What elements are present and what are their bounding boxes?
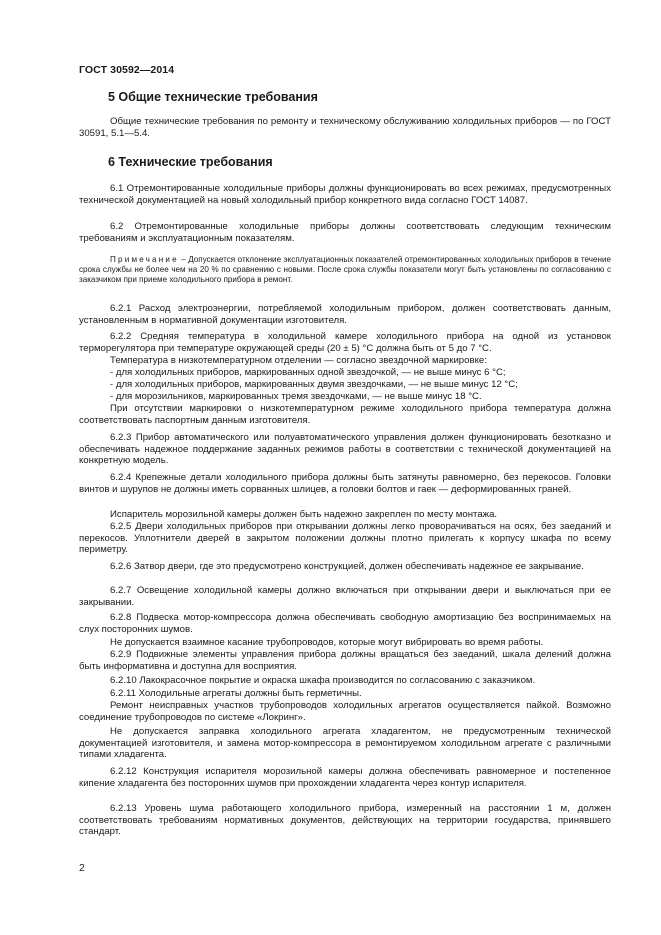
section-5-text: Общие технические требования по ремонту и техническому обслуживанию холодильных приборов — по ГОСТ 30591, 5.1—5.4. [79,116,611,139]
page-number: 2 [79,862,85,874]
para-6-2-1: 6.2.1 Расход электроэнергии, потребляемой холодильным прибором, должен соответствовать данным, установленным в нормативной документации изготовителя. [79,303,611,326]
para-6-2-12: 6.2.12 Конструкция испарителя морозильной камеры должна обеспечивать равномерное и постепенное кипение хладагента без посторонних шумов при прохождении хладагента через контур испарителя. [79,766,611,789]
para-6-2-6: 6.2.6 Затвор двери, где это предусмотрено конструкцией, должен обеспечивать надежное ее закрывание. [110,561,584,572]
para-6-2-13: 6.2.13 Уровень шума работающего холодильного прибора, измеренный на расстоянии 1 м, должен соответствовать требованиям нормативных документов, действующих на территории государства, принявшего стандарт. [79,803,611,838]
para-6-2-5: 6.2.5 Двери холодильных приборов при открывании должны легко проворачиваться на осях, без заеданий и перекосов. Уплотнители дверей в закрытом положении должны плотно прилегать к корпусу шкафа по всему периметру. [79,521,611,556]
standard-header: ГОСТ 30592—2014 [79,64,175,76]
para-6-2-11: 6.2.11 Холодильные агрегаты должны быть герметичны. [110,688,362,699]
para-6-2: 6.2 Отремонтированные холодильные приборы должны соответствовать следующим техническим требованиям и эксплуатационным показателям. [79,221,611,244]
note [79,255,611,286]
note-label: Примечание [110,255,179,264]
list-item: - для холодильных приборов, маркированных двумя звездочками, — не выше минус 12 °С; [110,379,518,390]
para-6-2-7: 6.2.7 Освещение холодильной камеры должно включаться при открывании двери и выключаться при ее закрывании. [79,585,611,608]
para-repair: Ремонт неисправных участков трубопроводов холодильных агрегатов осуществляется пайкой. Возможно соединение трубопроводов по системе «Локринг». [79,700,611,723]
para-evaporator: Испаритель морозильной камеры должен быть надежно закреплен по месту монтажа. [110,509,498,520]
para-6-2-10: 6.2.10 Лакокрасочное покрытие и окраска шкафа производится по согласованию с заказчиком. [110,675,536,686]
para-6-1: 6.1 Отремонтированные холодильные приборы должны функционировать во всех режимах, предусмотренных технической документацией на новый холодильный прибор конкретного вида согласно ГОСТ 14087. [79,183,611,206]
para-freezer-temp: Температура в низкотемпературном отделении — согласно звездочной маркировке: [110,355,487,366]
para-pipes: Не допускается взаимное касание трубопроводов, которые могут вибрировать во время работы. [110,637,544,648]
list-item: - для холодильных приборов, маркированных одной звездочкой, — не выше минус 6 °С; [110,367,506,378]
para-6-2-8: 6.2.8 Подвеска мотор-компрессора должна обеспечивать свободную амортизацию без воспринимаемых на слух посторонних шумов. [79,612,611,635]
list-item: - для морозильников, маркированных тремя звездочками, — не выше минус 18 °С. [110,391,482,402]
section-6-heading: 6 Технические требования [108,155,273,169]
para-refill: Не допускается заправка холодильного агрегата хладагентом, не предусмотренным технической документацией изготовителя, и замена мотор-компрессора в ремонтируемом холодильном агрегате с различными типами хладагента. [79,726,611,761]
para-6-2-2: 6.2.2 Средняя температура в холодильной камере холодильного прибора на одной из установок терморегулятора при температуре окружающей среды (20 ± 5) °С должна быть от 5 до 7 °С. [79,331,611,354]
para-6-2-4: 6.2.4 Крепежные детали холодильного прибора должны быть затянуты равномерно, без перекосов. Головки винтов и шурупов не должны иметь сорванных шлицев, а головки болтов и гаек — деформированных граней. [79,472,611,495]
para-6-2-3: 6.2.3 Прибор автоматического или полуавтоматического управления должен функционировать безотказно и обеспечивать надежное поддержание заданных режимов работы в соответствии с технической документацией на конкретную модель. [79,432,611,467]
para-6-2-9: 6.2.9 Подвижные элементы управления прибора должны вращаться без заеданий, шкала делений должна быть информативна и доступна для восприятия. [79,649,611,672]
para-no-marking: При отсутствии маркировки о низкотемпературном режиме холодильного прибора температура должна соответствовать паспортным данным изготовителя. [79,403,611,426]
section-5-heading: 5 Общие технические требования [108,90,318,104]
note-text: – Допускается отклонение эксплуатационных показателей отремонтированных холодильных приборов в течение срока службы не более чем на 20 % по сравнению с новыми. После срока службы показатели могут быть установлены по согласованию с заказчиком при приеме холодильного прибора в ремонт. [79,255,611,285]
